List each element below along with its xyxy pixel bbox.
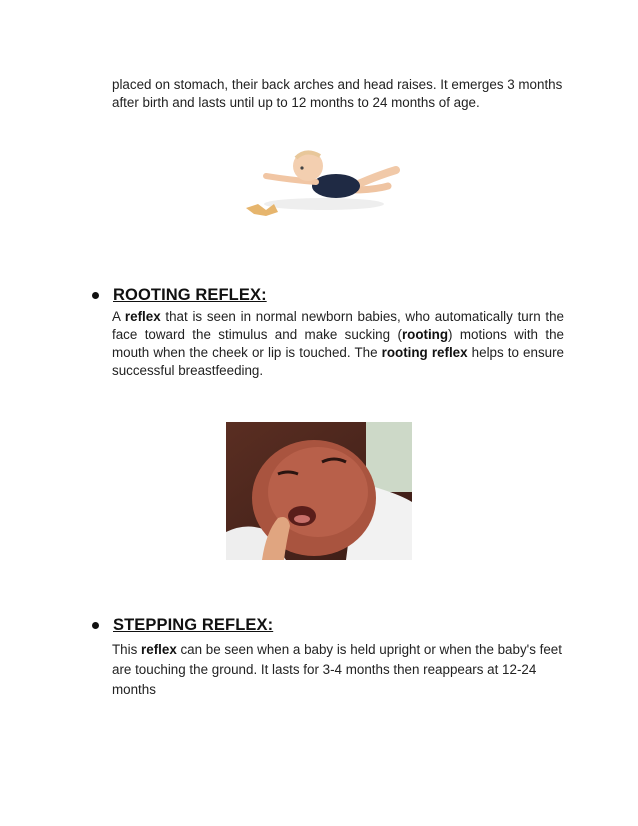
stepping-text-2: can be seen when a baby is held upright or when the baby's feet are touching the ground. It lasts for 3-4 months then reappears at 12-24 months	[112, 642, 562, 697]
stepping-heading-row	[92, 616, 273, 635]
intro-line-2: after birth and lasts until up to 12 months to 24 months of age.	[112, 95, 480, 110]
rooting-heading: ROOTING REFLEX:	[113, 286, 267, 304]
rooting-text-3: ) motions with the mouth when the cheek or lip is touched. The	[112, 327, 565, 360]
stepping-paragraph	[112, 640, 564, 700]
rooting-bold-1: reflex	[124, 309, 161, 324]
bullet-icon	[92, 292, 99, 299]
rooting-baby-image	[226, 422, 412, 560]
stepping-text-1: This	[112, 642, 142, 657]
rooting-bold-2: rooting	[401, 327, 449, 342]
landau-baby-image	[236, 146, 406, 226]
rooting-heading-row	[92, 286, 267, 305]
rooting-text-4: helps to ensure successful breastfeeding.	[112, 345, 564, 378]
rooting-paragraph	[112, 308, 564, 380]
intro-paragraph	[112, 76, 564, 112]
stepping-bold-1: reflex	[141, 642, 177, 657]
rooting-text-1: A	[112, 309, 125, 324]
intro-line-1: placed on stomach, their back arches and head raises. It emerges 3 months	[112, 77, 563, 92]
stepping-heading: STEPPING REFLEX:	[113, 616, 274, 634]
rooting-bold-3: rooting reflex	[381, 345, 468, 360]
rooting-text-2: that is seen in normal newborn babies, who automatically turn the face toward the stimulus and make sucking (	[112, 309, 564, 342]
bullet-icon	[92, 622, 99, 629]
